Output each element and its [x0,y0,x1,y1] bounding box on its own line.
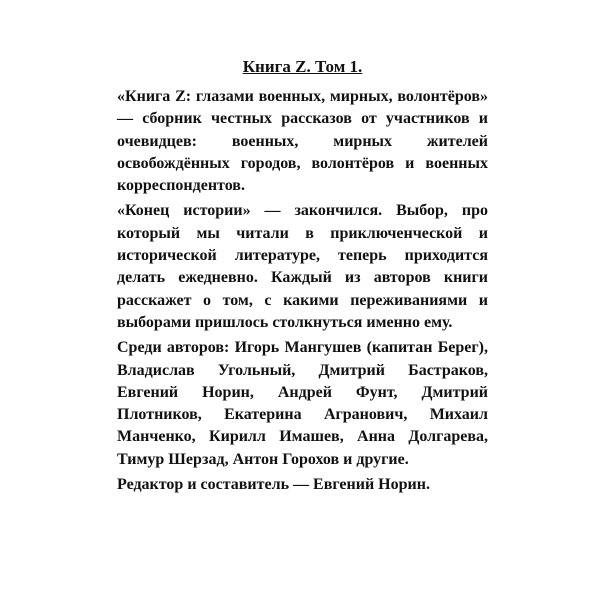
text-line: Плотников, Екатерина Агранович, Михаил [117,406,488,424]
text-line: исторической литературе, теперь приходится [117,247,488,265]
document-body [117,86,488,496]
text-line: который мы читали в приключенческой и [117,224,488,242]
text-line: очевидцев: военных, мирных жителей [117,132,488,150]
text-line: «Конец истории» — закончился. Выбор, про [117,202,488,220]
text-line: Манченко, Кирилл Имашев, Анна Долгарева, [117,428,488,446]
paragraph [117,337,488,471]
text-line: освобождённых городов, волонтёров и военных [117,154,488,172]
text-line: Евгений Норин, Андрей Фунт, Дмитрий [117,383,488,401]
text-line: Среди авторов: Игорь Мангушев (капитан Берег), [117,339,488,357]
text-line: расскажет о том, с какими переживаниями и [117,291,488,309]
document-title: Книга Z. Том 1. [242,57,363,76]
text-line: — сборник честных рассказов от участников и [117,110,488,128]
text-line: выборами пришлось столкнуться именно ему. [117,313,453,331]
paragraph [117,86,488,197]
text-line: Тимур Шерзад, Антон Горохов и другие. [117,450,409,468]
text-line: «Книга Z: глазами военных, мирных, волонтёров» [117,88,488,105]
paragraph [117,474,488,496]
text-line: корреспондентов. [117,177,245,195]
text-line: Владислав Угольный, Дмитрий Бастраков, [117,361,488,379]
paragraph [117,200,488,334]
text-line: делать ежедневно. Каждый из авторов книги [117,269,488,287]
document-page [117,56,488,499]
text-line: Редактор и составитель — Евгений Норин. [117,476,430,494]
